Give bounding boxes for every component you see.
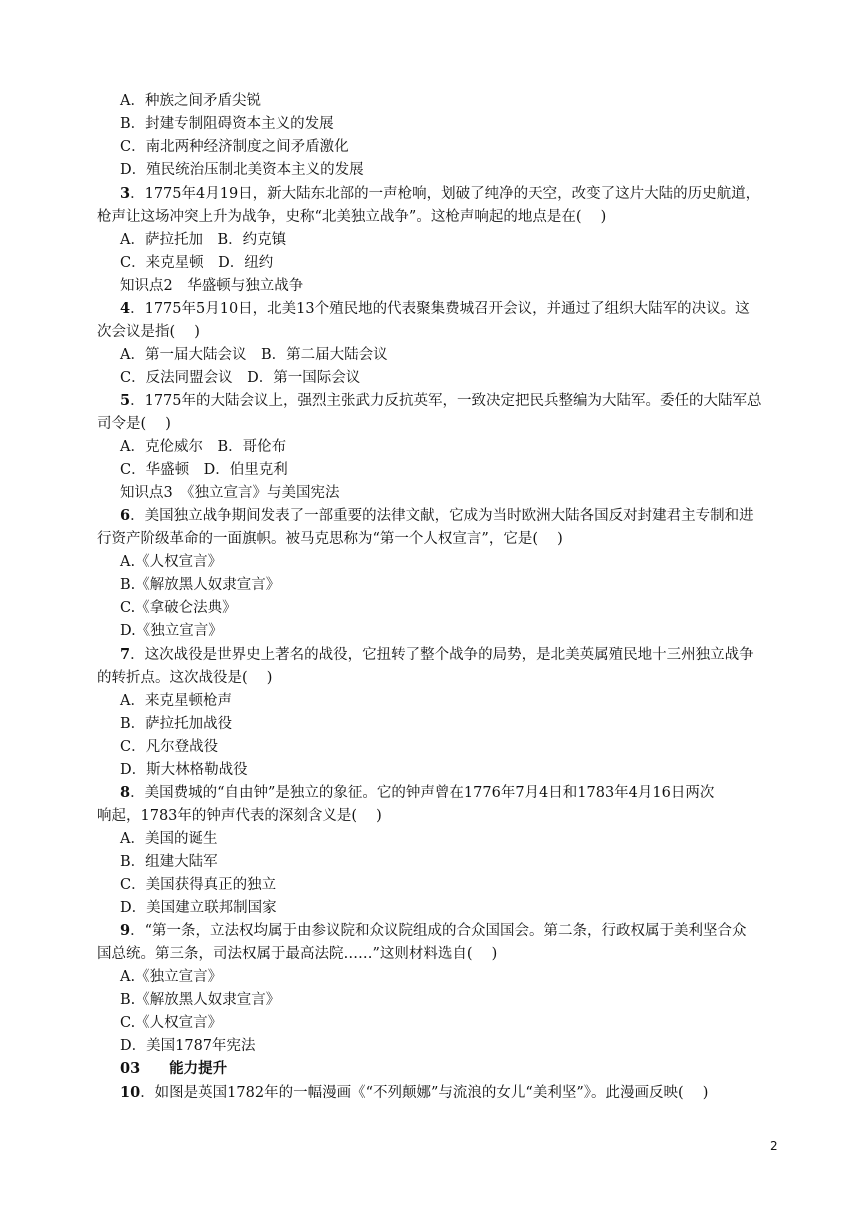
page-number: 2 [770,1139,778,1153]
option-line: B．萨拉托加战役 [120,716,233,732]
option-line: B.《解放黑人奴隶宣言》 [120,577,281,593]
option-line: D.《独立宣言》 [120,623,223,639]
question-text-line: 司令是( ) [97,416,171,432]
question-7: 7．这次战役是世界史上著名的战役，它扭转了整个战争的局势，是北美英属殖民地十三州独立战争 [120,646,754,663]
option-line: A．种族之间矛盾尖锐 [120,93,261,109]
option-line: A.《人权宣言》 [120,554,223,570]
option-line: A．克伦威尔 B．哥伦布 [120,439,287,455]
option-line: B.《解放黑人奴隶宣言》 [120,992,281,1008]
question-text-line: 枪声让这场冲突上升为战争，史称“北美独立战争”。这枪声响起的地点是在( ) [97,209,607,225]
question-text-line: 行资产阶级革命的一面旗帜。被马克思称为“第一个人权宣言”，它是( ) [97,531,563,547]
option-line: C．凡尔登战役 [120,739,219,755]
question-text-line: 的转折点。这次战役是( ) [97,670,273,686]
option-line: A．美国的诞生 [120,831,218,847]
option-line: A．萨拉托加 B．约克镇 [120,232,287,248]
option-line: C.《人权宣言》 [120,1015,223,1031]
option-line: C．南北两种经济制度之间矛盾激化 [120,139,349,155]
option-line: A.《独立宣言》 [120,969,223,985]
option-line: C．华盛顿 D．伯里克利 [120,462,288,478]
question-text-line: 国总统。第三条，司法权属于最高法院……”这则材料选自( ) [97,946,498,962]
section-title-ability: 03 能力提升 [120,1060,228,1077]
question-text-line: 次会议是指( ) [97,324,200,340]
section-heading: 知识点3 《独立宣言》与美国宪法 [120,485,340,501]
question-text-line: 响起，1783年的钟声代表的深刻含义是( ) [97,808,382,824]
option-line: D．斯大林格勒战役 [120,762,248,778]
option-line: D．殖民统治压制北美资本主义的发展 [120,162,364,178]
question-5: 5．1775年的大陆会议上，强烈主张武力反抗英军，一致决定把民兵整编为大陆军。委任的大陆军总 [120,392,762,409]
question-4: 4．1775年5月10日，北美13个殖民地的代表聚集费城召开会议，并通过了组织大陆军的决议。这 [120,300,750,317]
question-10: 10．如图是英国1782年的一幅漫画《“不列颠娜”与流浪的女儿“美利坚”》。此漫画反映( ) [120,1084,709,1101]
option-line: B．封建专制阻碍资本主义的发展 [120,116,334,132]
question-8: 8．美国费城的“自由钟”是独立的象征。它的钟声曾在1776年7月4日和1783年4月16日两次 [120,784,715,801]
question-6: 6．美国独立战争期间发表了一部重要的法律文献，它成为当时欧洲大陆各国反对封建君主专制和进 [120,507,754,524]
option-line: C．反法同盟会议 D．第一国际会议 [120,370,361,386]
option-line: D．美国1787年宪法 [120,1038,256,1054]
section-heading: 知识点2 华盛顿与独立战争 [120,278,304,294]
option-line: C.《拿破仑法典》 [120,600,237,616]
question-9: 9．“第一条，立法权均属于由参议院和众议院组成的合众国国会。第二条，行政权属于美利坚合众 [120,922,747,939]
option-line: C．来克星顿 D．纽约 [120,255,274,271]
option-line: C．美国获得真正的独立 [120,877,277,893]
option-line: A．第一届大陆会议 B．第二届大陆会议 [120,347,388,363]
option-line: D．美国建立联邦制国家 [120,900,277,916]
option-line: A．来克星顿枪声 [120,693,232,709]
option-line: B．组建大陆军 [120,854,218,870]
question-3: 3．1775年4月19日，新大陆东北部的一声枪响，划破了纯净的天空，改变了这片大陆的历史航道， [120,185,761,202]
